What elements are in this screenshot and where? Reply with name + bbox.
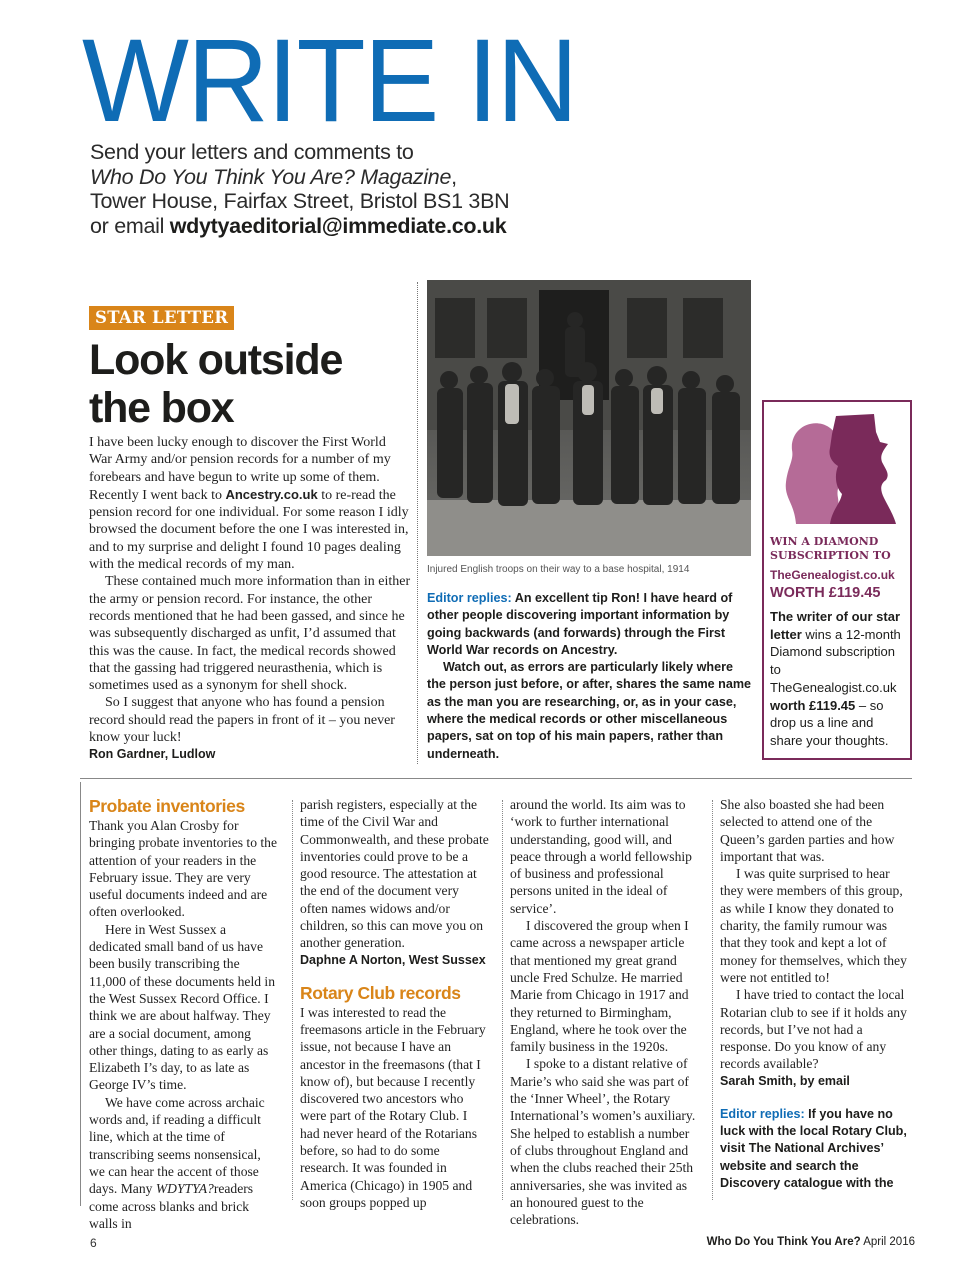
letter-paragraph: She also boasted she had been selected to attend one of the Queen’s garden parties and how important that was. bbox=[720, 797, 895, 864]
intro-comma: , bbox=[451, 164, 457, 189]
magazine-name: Who Do You Think You Are? Magazine bbox=[90, 164, 452, 189]
star-letter-paragraph: These contained much more information than in either the army or pension record. For instance, the other records mentioned that he had been gassed, and since he was subsequently discharged as unfit, I’d assumed that this was the cause. In fact, the medical records showed that the gassing had triggered neurasthenia, which is sometimes used as a synonym for shell shock. bbox=[89, 574, 411, 694]
letter-paragraph: Thank you Alan Crosby for bringing probate inventories to the attention of your readers in the February issue. They are very useful documents indeed and are often overlooked. bbox=[89, 818, 278, 920]
email-link[interactable]: wdytyaeditorial@immediate.co.uk bbox=[169, 213, 507, 238]
letters-column bbox=[510, 796, 700, 1228]
soldiers-photo-illustration bbox=[427, 280, 751, 556]
promo-worth: WORTH £119.45 bbox=[770, 585, 881, 601]
letters-column bbox=[89, 796, 279, 1232]
star-letter-body bbox=[89, 434, 411, 763]
editor-reply bbox=[720, 1106, 910, 1192]
text-run: We have come across archaic words and, if reading a difficult line, which at the time of transcribing seems nonsensical, we can hear the accent of those days. Many bbox=[89, 1094, 265, 1197]
letter-paragraph: I was quite surprised to hear they were members of this group, as while I know they donated to charity, the family rumour was that they took and kept a lot of money for themselves, which they were not entitled to! bbox=[720, 866, 907, 985]
text-run: The writer of our star letter bbox=[770, 609, 901, 642]
column-divider bbox=[502, 800, 503, 1200]
letter-paragraph bbox=[89, 1094, 279, 1232]
text-run: to re-read the pension record for one individual. For some reason I idly browsed the document before the one I was interested in, and to my surprise and delight I found 10 pages dealing with the medical records of my man. bbox=[89, 487, 409, 573]
editor-reply-label: Editor replies: bbox=[427, 591, 512, 605]
letter-body bbox=[300, 1004, 490, 1212]
letter-body bbox=[300, 796, 490, 952]
postal-address: Tower House, Fairfax Street, Bristol BS1 3BN bbox=[90, 189, 510, 213]
historic-photo bbox=[427, 280, 751, 556]
editor-reply bbox=[427, 590, 753, 763]
page-number: 6 bbox=[90, 1236, 97, 1250]
intro-line: Send your letters and comments to bbox=[90, 140, 414, 164]
letter-paragraph: I was interested to read the freemasons article in the February issue, not because I have an ancestor in the freemasons (that I know of), but because I recently discovered two ancestors who were part of the Rotary Club. I had never heard of the Rotarians before, so had to do some research. It was founded in America (Chicago) in 1905 and soon groups popped up bbox=[300, 1004, 486, 1210]
text-run: – so drop us a line and share your thoughts. bbox=[770, 697, 889, 748]
intro-magazine-line bbox=[90, 165, 610, 190]
editor-reply-paragraph: Watch out, as errors are particularly likely where the person just before, or after, shares the same name as the man you are researching, or, as in your case, where the medical records or other miscellaneous papers, sat on top of his main papers, rather than underneath. bbox=[427, 660, 752, 761]
promo-description bbox=[770, 608, 908, 750]
silhouettes-icon bbox=[776, 412, 898, 524]
letter-paragraph: I have tried to contact the local Rotarian club to see if it holds any records, but I’ve not had a response. Do you know of any records available? bbox=[720, 987, 907, 1072]
letters-column bbox=[720, 796, 910, 1192]
footer-issue: April 2016 bbox=[860, 1236, 915, 1248]
letter-body bbox=[720, 796, 910, 1073]
letter-heading: Rotary Club records bbox=[300, 982, 461, 1003]
letter-body bbox=[89, 817, 279, 1232]
email-line bbox=[90, 214, 610, 239]
star-letter-paragraph bbox=[89, 434, 411, 573]
promo-win-line: WIN A DIAMOND SUBSCRIPTION TO bbox=[770, 535, 891, 562]
text-run: If you have no luck with the local Rotary Club, visit The National Archives’ website and search the Discovery catalogue with the bbox=[720, 1106, 907, 1190]
star-letter-paragraph: So I suggest that anyone who has found a pension record should read the papers in front of it – you never know your luck! bbox=[89, 695, 395, 746]
email-prefix: or email bbox=[90, 213, 170, 238]
letter-paragraph: Here in West Sussex a dedicated small band of us have been busily transcribing the 11,000 of these documents held in the West Sussex Record Office. I think we are about halfway. They are a social document, among other things, dating to as early as Elizabeth I’s day, to as late as George IV’s time. bbox=[89, 921, 275, 1093]
column-divider bbox=[712, 800, 713, 1200]
ancestry-link[interactable]: Ancestry.co.uk bbox=[225, 486, 318, 502]
text-run: wins a 12-month Diamond subscription to TheGenealogist.co.uk bbox=[770, 626, 901, 695]
letter-paragraph: I spoke to a distant relative of Marie’s who said she was part of the ‘Inner Wheel’, the Rotary International’s women’s auxiliary. She helped to establish a number of clubs throughout England and when the clubs reached their 25th anniversaries, she was invited as an honoured guest to the celebrations. bbox=[510, 1056, 696, 1228]
footer-credit bbox=[707, 1236, 915, 1248]
intro-block bbox=[90, 140, 610, 238]
section-divider bbox=[80, 782, 81, 1206]
text-run: readers come across blanks and brick walls in bbox=[89, 1181, 254, 1231]
text-run: An excellent tip Ron! I have heard of other people discovering important information by going backwards (and forwards) through the First World War records on Ancestry. bbox=[427, 591, 733, 657]
letter-paragraph: I discovered the group when I came across a newspaper article that mentioned my great grand uncle Fred Schulze. He married Marie from Chicago in 1917 and they returned to Birmingham, England, where he took over the family business in the 1920s. bbox=[510, 918, 689, 1055]
footer-magazine: Who Do You Think You Are? bbox=[706, 1236, 861, 1248]
text-run: worth £119.45 bbox=[770, 697, 856, 713]
letter-paragraph: around the world. Its aim was to ‘work to further international understanding, good will, and peace through a world fellowship of business and professional persons united in the ideal of service’. bbox=[510, 797, 692, 916]
subscription-promo-box bbox=[762, 400, 912, 760]
letter-body bbox=[510, 796, 700, 1228]
text-run: WDYTYA? bbox=[155, 1181, 214, 1197]
column-divider bbox=[417, 282, 418, 764]
editor-reply-paragraph bbox=[427, 590, 753, 659]
letter-signature: Sarah Smith, by email bbox=[720, 1073, 850, 1088]
star-letter-signature: Ron Gardner, Ludlow bbox=[89, 747, 216, 762]
letter-signature: Daphne A Norton, West Sussex bbox=[300, 952, 486, 967]
star-letter-headline: Look outside the box bbox=[89, 336, 343, 432]
page-masthead: WRITE IN bbox=[82, 15, 577, 147]
star-letter-tag: STAR LETTER bbox=[89, 306, 234, 330]
photo-caption: Injured English troops on their way to a base hospital, 1914 bbox=[427, 564, 690, 575]
letter-paragraph: parish registers, especially at the time of the Civil War and Commonwealth, and these probate inventories could prove to be a good resource. The attestation at the end of the document very often names widows and/or children, so this can move you on another generation. bbox=[300, 797, 489, 951]
editor-reply-label: Editor replies: bbox=[720, 1106, 805, 1121]
section-divider bbox=[80, 778, 912, 779]
letter-heading: Probate inventories bbox=[89, 796, 245, 816]
promo-site-link[interactable]: TheGenealogist.co.uk bbox=[770, 568, 895, 582]
letters-column bbox=[300, 796, 490, 1211]
text-run: I have been lucky enough to discover the First World War Army and/or pension records for a number of my forebears and have begun to write up some of them. Recently I went back to bbox=[89, 435, 391, 503]
column-divider bbox=[292, 800, 293, 1200]
